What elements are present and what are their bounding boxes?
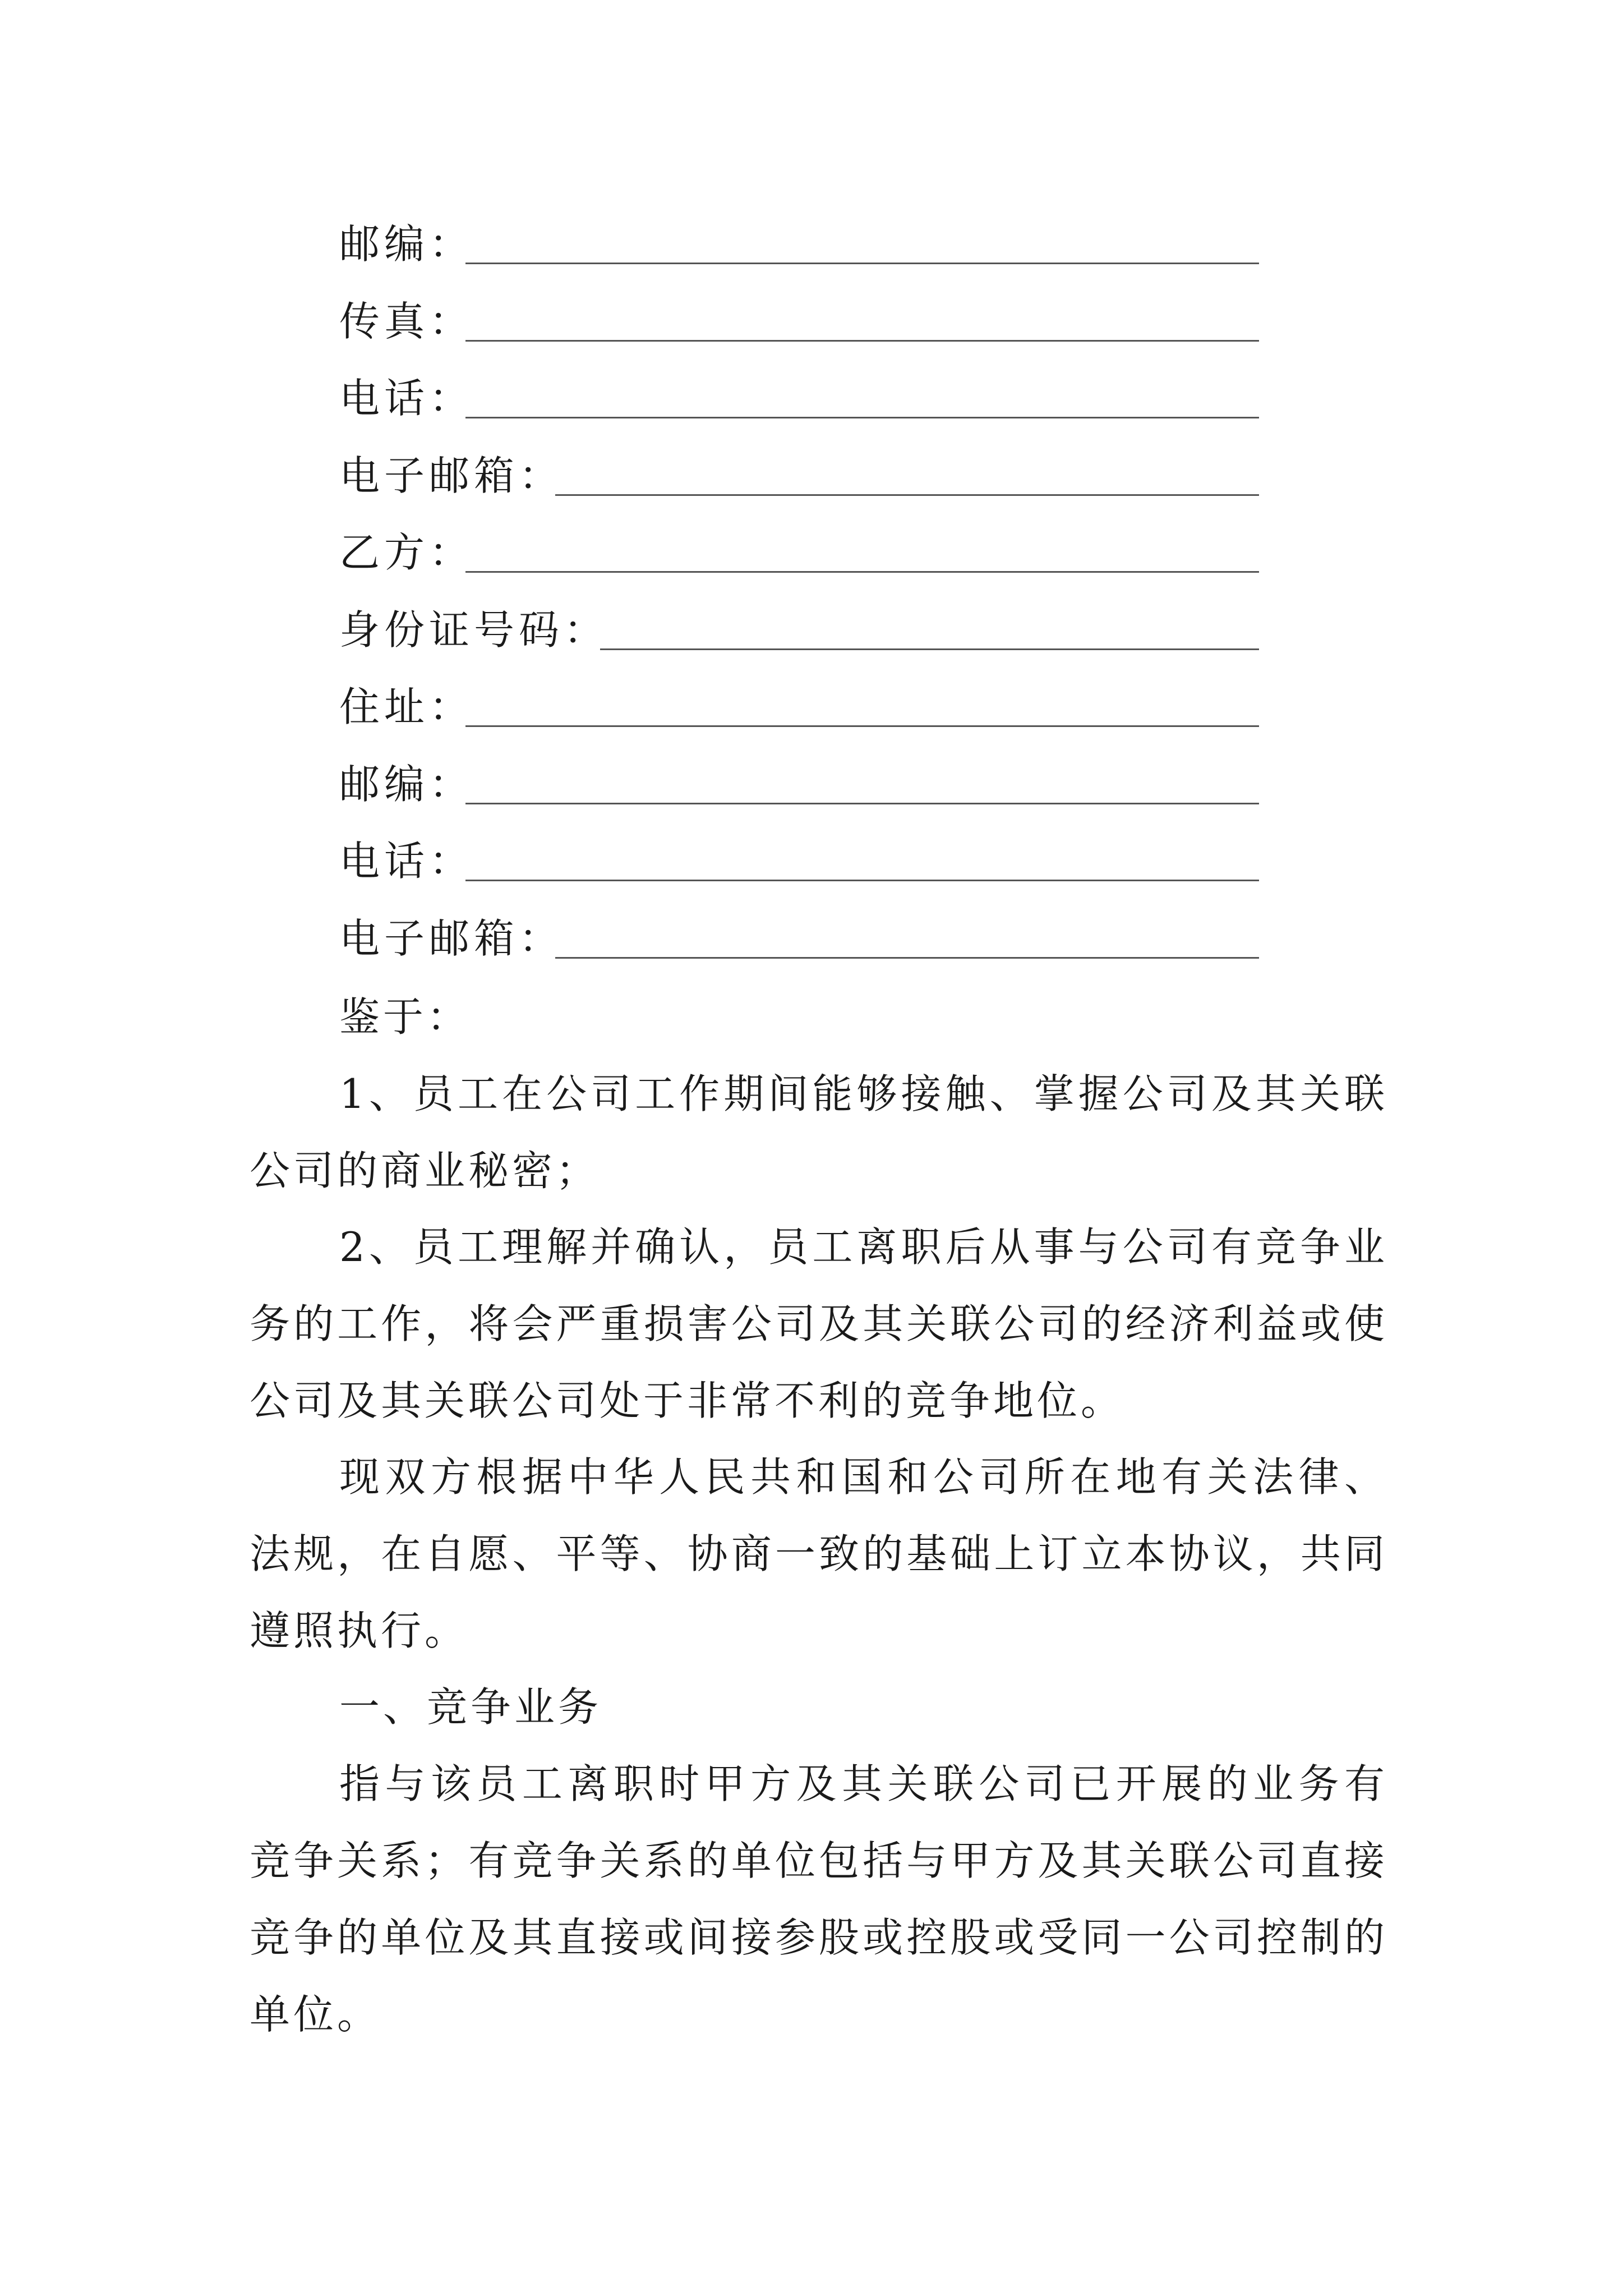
address-label: 住址： xyxy=(339,683,474,730)
party-b-label: 乙方： xyxy=(339,529,474,576)
address-field[interactable] xyxy=(339,679,1259,735)
fax-field[interactable] xyxy=(339,293,1259,349)
email-field-a[interactable] xyxy=(339,448,1259,504)
paragraph-3: 现双方根据中华人民共和国和公司所在地有关法律、法规，在自愿、平等、协商一致的基础上订立本协议，共同遵照执行。 xyxy=(250,1453,1388,1654)
id-number-label: 身份证号码： xyxy=(339,606,609,654)
postcode-field-a[interactable] xyxy=(339,216,1259,272)
id-number-underline xyxy=(600,648,1259,650)
paragraph-1: 1、员工在公司工作期间能够接触、掌握公司及其关联公司的商业秘密； xyxy=(250,1070,1388,1194)
postcode-label: 邮编： xyxy=(339,761,474,808)
phone-label: 电话： xyxy=(339,375,474,422)
party-b-underline xyxy=(465,571,1259,573)
paragraph-4: 指与该员工离职时甲方及其关联公司已开展的业务有竞争关系；有竞争关系的单位包括与甲方及其关联公司直接竞争的单位及其直接或间接参股或控股或受同一公司控制的单位。 xyxy=(250,1760,1388,2038)
fax-label: 传真： xyxy=(339,298,474,345)
party-b-field[interactable] xyxy=(339,524,1259,581)
paragraph-2: 2、员工理解并确认，员工离职后从事与公司有竞争业务的工作，将会严重损害公司及其关联公司的经济利益或使公司及其关联公司处于非常不利的竞争地位。 xyxy=(250,1223,1388,1424)
postcode-underline xyxy=(465,803,1259,804)
email-field-b[interactable] xyxy=(339,910,1259,967)
phone-field-b[interactable] xyxy=(339,833,1259,889)
id-number-field[interactable] xyxy=(339,602,1259,658)
postcode-field-b[interactable] xyxy=(339,756,1259,812)
phone-label: 电话： xyxy=(339,838,474,885)
fax-underline xyxy=(465,340,1259,342)
section-1-title: 一、竞争业务 xyxy=(339,1683,602,1731)
email-underline xyxy=(555,494,1259,496)
email-underline xyxy=(555,957,1259,959)
postcode-underline xyxy=(465,263,1259,264)
phone-field-a[interactable] xyxy=(339,370,1259,426)
address-underline xyxy=(465,725,1259,727)
phone-underline xyxy=(465,417,1259,418)
email-label: 电子邮箱： xyxy=(339,915,564,962)
email-label: 电子邮箱： xyxy=(339,452,564,499)
postcode-label: 邮编： xyxy=(339,220,474,268)
phone-underline xyxy=(465,880,1259,881)
whereas-label: 鉴于： xyxy=(339,993,471,1041)
